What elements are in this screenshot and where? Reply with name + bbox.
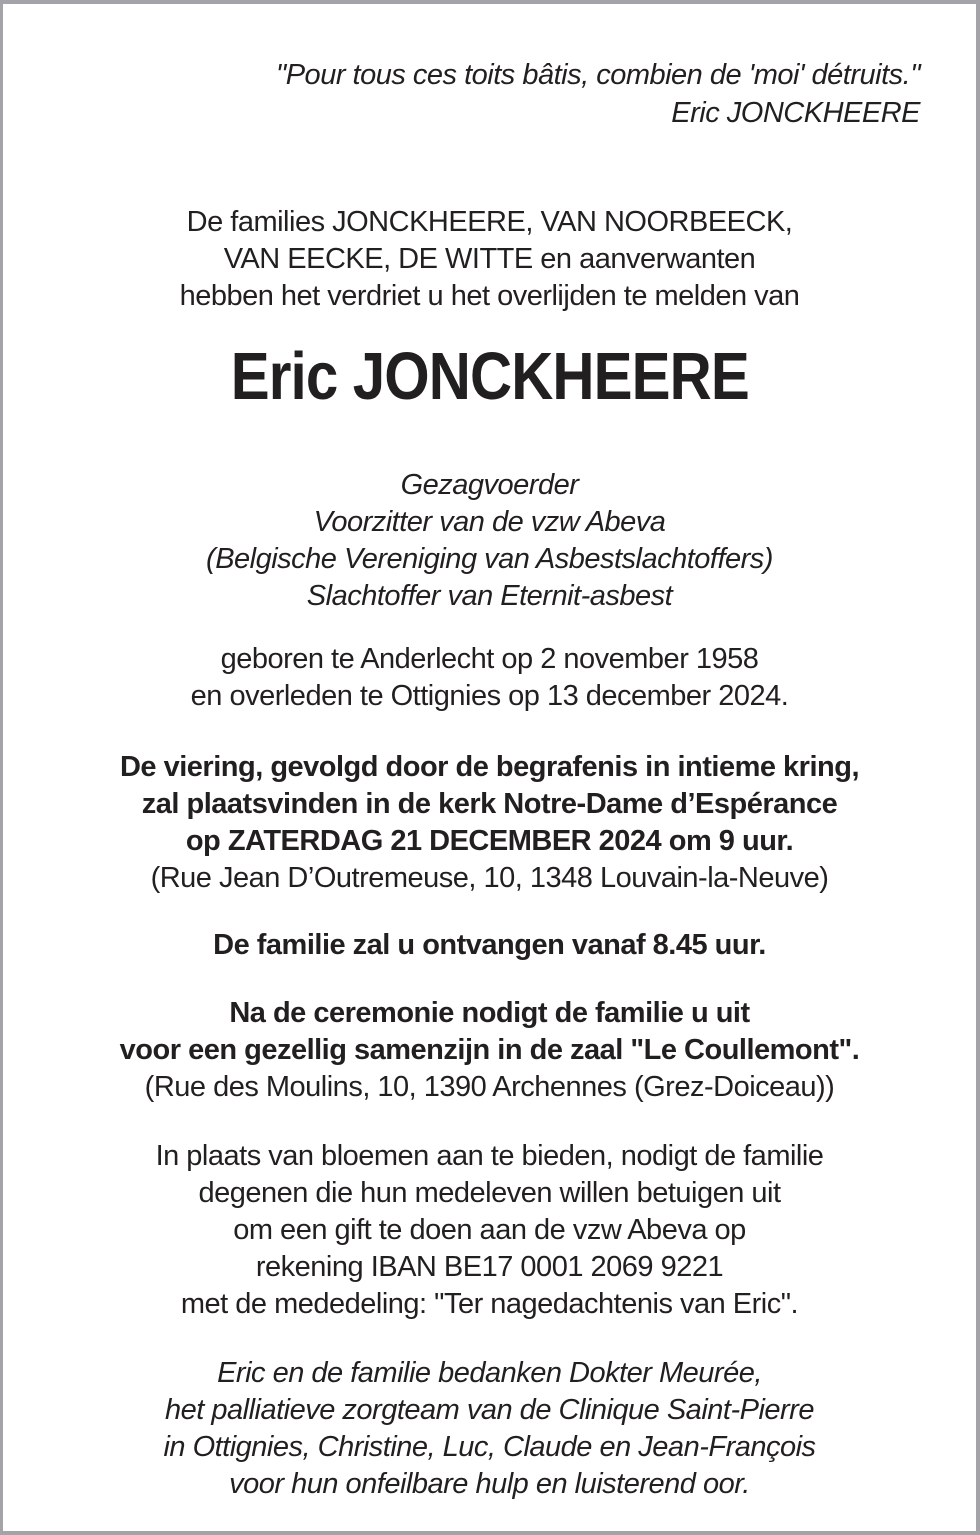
- death-line: en overleden te Ottignies op 13 december 2024.: [190, 680, 789, 712]
- gathering-line: voor een gezellig samenzijn in de zaal "Le Coullemont".: [119, 1034, 860, 1066]
- intro-line: VAN EECKE, DE WITTE en aanverwanten: [223, 243, 756, 275]
- ceremony-line: De viering, gevolgd door de begrafenis in intieme kring,: [119, 751, 860, 783]
- quote-attribution: Eric JONCKHEERE: [671, 97, 920, 129]
- intro-line: De families JONCKHEERE, VAN NOORBEECK,: [186, 206, 793, 238]
- donation-request: [3, 1138, 976, 1323]
- reception-line: De familie zal u ontvangen vanaf 8.45 uur.: [213, 929, 766, 961]
- ceremony-line: zal plaatsvinden in de kerk Notre-Dame d’Espérance: [141, 788, 838, 820]
- ceremony-details: [3, 749, 976, 897]
- birth-death-dates: [3, 641, 976, 715]
- thanks-line: voor hun onfeilbare hulp en luisterend oor.: [229, 1468, 750, 1500]
- donation-line: om een gift te doen aan de vzw Abeva op: [233, 1214, 746, 1246]
- announcement-intro: [3, 204, 976, 315]
- deceased-name: Eric JONCKHEERE: [230, 339, 749, 414]
- gathering-details: [3, 995, 976, 1106]
- thanks-line: het palliatieve zorgteam van de Clinique Saint-Pierre: [165, 1394, 814, 1426]
- ceremony-date-line: op ZATERDAG 21 DECEMBER 2024 om 9 uur.: [185, 825, 794, 857]
- thanks-line: in Ottignies, Christine, Luc, Claude en Jean-François: [163, 1431, 816, 1463]
- birth-line: geboren te Anderlecht op 2 november 1958: [220, 643, 759, 675]
- deceased-name-heading: [3, 341, 976, 431]
- deceased-roles: [3, 467, 976, 615]
- donation-line: met de mededeling: "Ter nagedachtenis van Eric".: [180, 1288, 799, 1320]
- intro-line: hebben het verdriet u het overlijden te melden van: [179, 280, 800, 312]
- obituary-content: [3, 4, 976, 1531]
- quote-text: "Pour tous ces toits bâtis, combien de 'moi' détruits.": [275, 59, 920, 91]
- role-line: (Belgische Vereniging van Asbestslachtoffers): [206, 543, 773, 575]
- gathering-line: Na de ceremonie nodigt de familie u uit: [229, 997, 750, 1029]
- donation-line: degenen die hun medeleven willen betuigen uit: [198, 1177, 781, 1209]
- donation-line: In plaats van bloemen aan te bieden, nodigt de familie: [155, 1140, 824, 1172]
- epigraph-quote: [3, 56, 976, 132]
- ceremony-address: (Rue Jean D’Outremeuse, 10, 1348 Louvain-la-Neuve): [150, 862, 829, 894]
- thanks-line: Eric en de familie bedanken Dokter Meurée,: [217, 1357, 762, 1389]
- role-line: Slachtoffer van Eternit-asbest: [306, 580, 673, 612]
- donation-iban-line: rekening IBAN BE17 0001 2069 9221: [255, 1251, 724, 1283]
- acknowledgements: [3, 1355, 976, 1503]
- role-line: Voorzitter van de vzw Abeva: [313, 506, 666, 538]
- gathering-address: (Rue des Moulins, 10, 1390 Archennes (Grez-Doiceau)): [144, 1071, 835, 1103]
- reception-notice: [3, 927, 976, 964]
- role-line: Gezagvoerder: [400, 469, 579, 501]
